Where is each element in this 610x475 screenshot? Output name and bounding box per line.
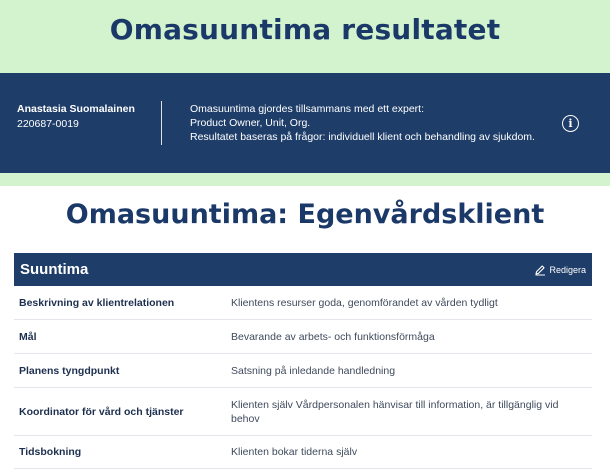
top-banner <box>0 0 610 73</box>
table-row <box>14 388 592 436</box>
row-value: Bevarande av arbets- och funktionsförmåga <box>231 330 435 343</box>
table-row <box>14 320 592 354</box>
patient-id: 220687-0019 <box>17 118 79 130</box>
edit-button-label: Redigera <box>549 264 586 275</box>
edit-button[interactable] <box>534 264 586 276</box>
page-header-title: Omasuuntima resultatet <box>109 13 501 46</box>
row-value: Klienten själv Vårdpersonalen hänvisar till information, är tillgänglig vid behov <box>231 398 559 425</box>
row-value: Klienten bokar tiderna själv <box>231 446 358 458</box>
row-label: Beskrivning av klientrelationen <box>19 296 175 309</box>
row-label: Mål <box>19 330 37 343</box>
row-label: Koordinator för vård och tjänster <box>19 405 184 418</box>
suuntima-card <box>14 253 592 469</box>
patient-name: Anastasia Suomalainen <box>17 103 135 115</box>
info-divider <box>161 101 162 145</box>
info-line: Product Owner, Unit, Org. <box>190 117 311 129</box>
row-value: Klientens resurser goda, genomförandet av vården tydligt <box>231 296 498 309</box>
row-label: Tidsbokning <box>19 446 82 458</box>
patient-info <box>17 102 135 132</box>
table-row <box>14 436 592 469</box>
green-strip <box>0 173 610 186</box>
row-value: Satsning på inledande handledning <box>231 364 396 377</box>
info-bar <box>0 73 610 173</box>
card-title: Suuntima <box>20 261 89 278</box>
assessment-info <box>190 102 550 144</box>
row-label: Planens tyngdpunkt <box>19 364 120 377</box>
table-row <box>14 354 592 388</box>
info-line: Resultatet baseras på frågor: individuell klient och behandling av sjukdom. <box>190 131 535 143</box>
info-icon-glyph: i <box>568 117 573 130</box>
card-header <box>14 253 592 286</box>
table-row <box>14 286 592 320</box>
info-line: Omasuuntima gjordes tillsammans med ett expert: <box>190 103 425 115</box>
page-subtitle: Omasuuntima: Egenvårdsklient <box>65 199 545 230</box>
pencil-icon <box>534 264 546 276</box>
info-icon[interactable] <box>562 115 579 132</box>
